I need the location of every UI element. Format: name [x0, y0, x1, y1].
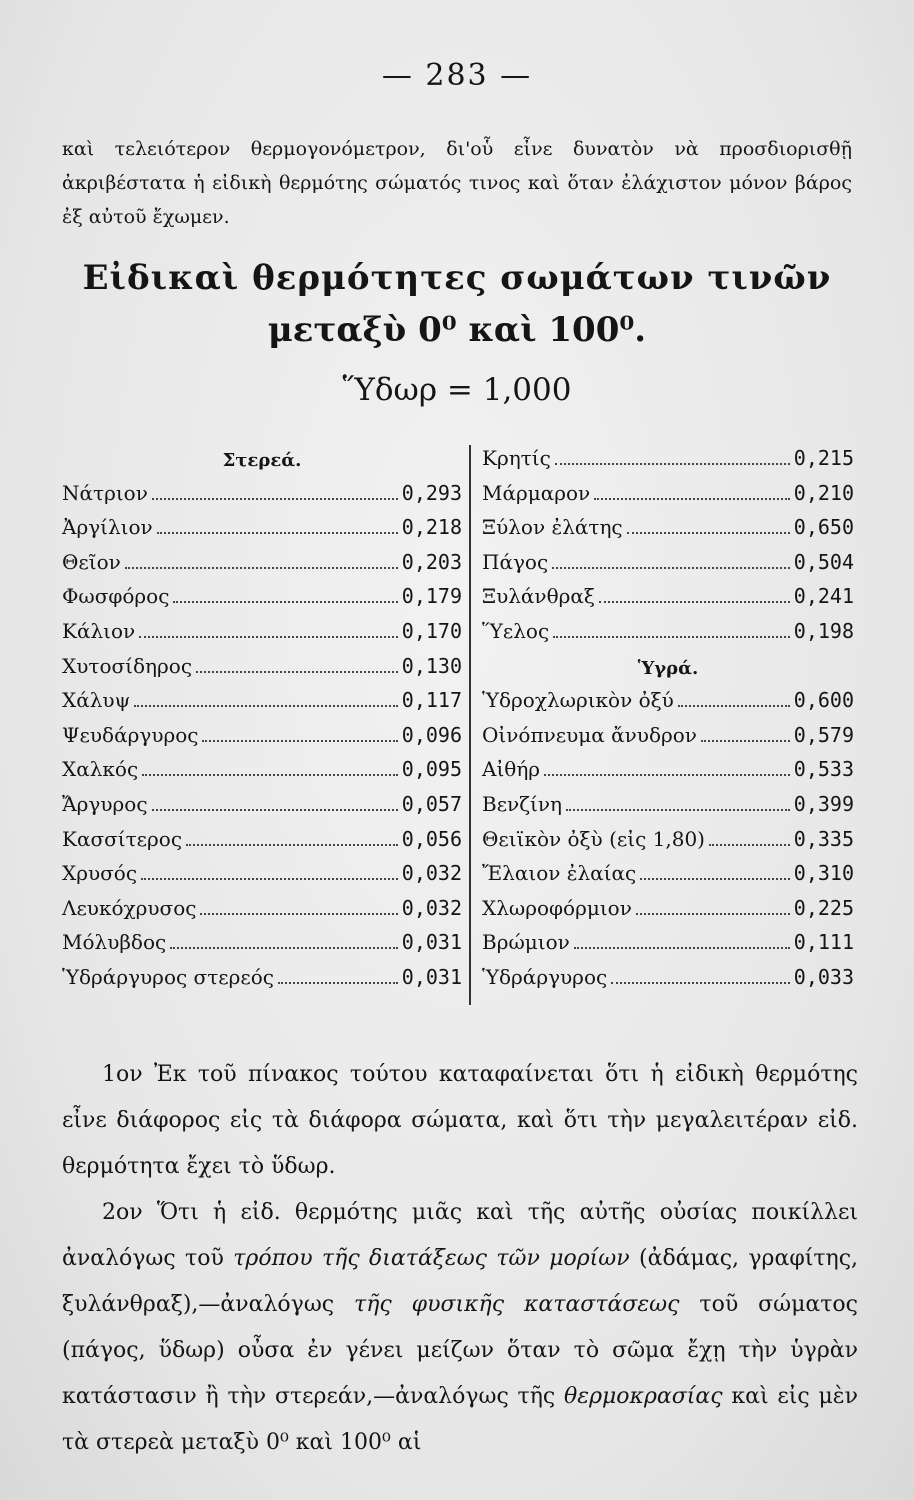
paragraph-2 [62, 1190, 858, 1466]
paragraph-2-text-a: 2ον Ὅτι ἡ εἰδ. θερμότης μιᾶς καὶ τῆς αὐτῆς οὐσίας ποικίλλει ἀναλόγως τοῦ [62, 1200, 858, 1271]
dot-leader [594, 498, 790, 500]
table-row [62, 792, 462, 827]
specific-heat-value: 0,033 [793, 964, 854, 989]
substance-name: Ὕελος [482, 618, 550, 643]
table-row [482, 757, 854, 792]
specific-heat-value: 0,310 [793, 861, 854, 886]
substance-name: Θεῖον [62, 549, 121, 574]
table-row [482, 723, 854, 758]
solids-heading: Στερεά. [222, 450, 302, 471]
table-row [62, 723, 462, 758]
table-subtitle: μεταξὺ 0⁰ καὶ 100⁰. [267, 310, 647, 350]
specific-heat-value: 0,225 [793, 895, 854, 920]
dot-leader [544, 774, 790, 776]
specific-heat-value: 0,031 [401, 930, 462, 955]
substance-name: Ἀργίλιον [62, 515, 153, 540]
paragraph-2-text-c: τοῦ σώματος (πάγος, ὕδωρ) οὖσα ἐν γένει μείζων ὅταν τὸ σῶμα ἔχῃ τὴν ὑγρὰν κατάστασιν ἢ τὴν στερεάν,—ἀναλόγως τῆς [62, 1292, 859, 1409]
dot-leader [701, 740, 790, 742]
substance-name: Ὑδράργυρος στερεός [62, 964, 274, 989]
dot-leader [152, 809, 398, 811]
substance-name: Φωσφόρος [62, 584, 170, 609]
table-row [62, 481, 462, 516]
dot-leader [134, 705, 398, 707]
dot-leader [553, 636, 790, 638]
dot-leader [125, 567, 398, 569]
table-row [62, 550, 462, 585]
table-row [62, 515, 462, 550]
dot-leader [142, 774, 398, 776]
dot-leader [566, 809, 790, 811]
substance-name: Χλωροφόρμιον [482, 895, 632, 920]
table-row [482, 515, 854, 550]
specific-heat-value: 0,210 [793, 480, 854, 505]
table-row [62, 688, 462, 723]
substance-name: Ξυλάνθραξ [482, 584, 595, 609]
specific-heat-value: 0,198 [793, 618, 854, 643]
table-row [482, 827, 854, 862]
table-row [62, 861, 462, 896]
specific-heat-value: 0,600 [793, 688, 854, 713]
specific-heat-value: 0,057 [401, 791, 462, 816]
dot-leader [709, 844, 790, 846]
specific-heat-value: 0,533 [793, 757, 854, 782]
substance-name: Ψευδάργυρος [62, 722, 199, 747]
dot-leader [152, 498, 398, 500]
substance-name: Κάλιον [62, 618, 136, 643]
dot-leader [599, 601, 790, 603]
specific-heat-value: 0,117 [401, 688, 462, 713]
liquids-heading: Ὑγρά. [637, 657, 699, 679]
table-row [62, 930, 462, 965]
dot-leader [173, 601, 397, 603]
specific-heat-value: 0,579 [793, 722, 854, 747]
specific-heat-value: 0,032 [401, 895, 462, 920]
substance-name: Ξύλον ἐλάτης [482, 515, 623, 540]
table-row [62, 896, 462, 931]
specific-heat-value: 0,130 [401, 653, 462, 678]
specific-heat-value: 0,650 [793, 515, 854, 540]
specific-heat-value: 0,215 [793, 446, 854, 470]
intro-paragraph: καὶ τελειότερον θερμογονόμετρον, δι'οὗ εἶνε δυνατὸν νὰ προσδιορισθῇ ἀκριβέστατα ἡ εἰδικὴ θερμότης σώματός τινος καὶ ὅταν ἐλάχιστον μόνον βάρος ἐξ αὐτοῦ ἔχωμεν. [62, 138, 852, 228]
body-text [62, 1052, 858, 1466]
substance-name: Αἰθήρ [482, 757, 541, 782]
substance-name: Ὑδροχλωρικὸν ὀξύ [482, 688, 674, 713]
substance-name: Χάλυψ [62, 688, 131, 713]
substance-name: Χρυσός [62, 861, 138, 886]
solids-liquids-table-right [482, 446, 854, 1000]
dot-leader [200, 913, 397, 915]
dot-leader [157, 532, 398, 534]
substance-name: Βενζίνη [482, 791, 563, 816]
dot-leader [636, 913, 790, 915]
table-row [482, 550, 854, 585]
substance-name: Οἰνόπνευμα ἄνυδρον [482, 722, 697, 747]
substance-name: Ὑδράργυρος [482, 964, 608, 989]
specific-heat-value: 0,335 [793, 826, 854, 851]
specific-heat-value: 0,179 [401, 584, 462, 609]
paragraph-2-italic-1: τρόπου τῆς διατάξεως τῶν μορίων [233, 1246, 630, 1271]
substance-name: Μάρμαρον [482, 480, 591, 505]
specific-heat-value: 0,293 [401, 480, 462, 505]
specific-heat-value: 0,031 [401, 964, 462, 989]
substance-name: Νάτριον [62, 480, 148, 505]
table-row [482, 896, 854, 931]
substance-name: Κρητίς [482, 446, 551, 470]
paragraph-2-italic-3: θερμοκρασίας [564, 1384, 723, 1409]
table-row [482, 619, 854, 654]
solids-table-left [62, 446, 462, 1000]
specific-heat-value: 0,203 [401, 549, 462, 574]
column-divider [469, 445, 471, 1005]
substance-name: Θειϊκὸν ὀξὺ (εἰς 1,80) [482, 826, 705, 851]
dot-leader [555, 463, 790, 465]
dot-leader [186, 844, 398, 846]
table-row [482, 584, 854, 619]
specific-heat-value: 0,504 [793, 549, 854, 574]
dot-leader [552, 567, 790, 569]
water-reference: Ὕδωρ = 1,000 [342, 372, 572, 408]
specific-heat-value: 0,241 [793, 584, 854, 609]
table-row [482, 792, 854, 827]
dot-leader [278, 982, 398, 984]
page-number: — 283 — [381, 58, 533, 93]
specific-heat-value: 0,095 [401, 757, 462, 782]
paragraph-1: 1ον Ἐκ τοῦ πίνακος τούτου καταφαίνεται ὅτι ἡ εἰδικὴ θερμότης εἶνε διάφορος εἰς τὰ διάφορα σώματα, καὶ ὅτι τὴν μεγαλειτέραν εἰδ. θερμότητα ἔχει τὸ ὕδωρ. [62, 1062, 858, 1179]
table-row [62, 827, 462, 862]
specific-heat-value: 0,399 [793, 791, 854, 816]
substance-name: Ἄργυρος [62, 791, 148, 816]
table-title: Εἰδικαὶ θερμότητες σωμάτων τινῶν [82, 258, 832, 298]
dot-leader [640, 878, 790, 880]
table-row [62, 757, 462, 792]
specific-heat-value: 0,032 [401, 861, 462, 886]
paragraph-2-text-b: (ἀδάμας, γραφίτης, ξυλάνθραξ),—ἀναλόγως [62, 1246, 859, 1317]
dot-leader [196, 671, 398, 673]
table-row [482, 930, 854, 965]
table-row [482, 446, 854, 481]
table-row [482, 481, 854, 516]
dot-leader [574, 947, 790, 949]
substance-name: Ἔλαιον ἐλαίας [482, 861, 637, 886]
specific-heat-value: 0,218 [401, 515, 462, 540]
specific-heat-value: 0,111 [793, 930, 854, 955]
substance-name: Χαλκός [62, 757, 139, 782]
specific-heat-value: 0,096 [401, 722, 462, 747]
substance-name: Μόλυβδος [62, 930, 167, 955]
paragraph-2-italic-2: τῆς φυσικῆς καταστάσεως [354, 1292, 680, 1317]
table-row [482, 965, 854, 1000]
dot-leader [139, 636, 398, 638]
specific-heat-value: 0,170 [401, 618, 462, 643]
substance-name: Κασσίτερος [62, 826, 183, 851]
dot-leader [611, 982, 790, 984]
dot-leader [678, 705, 790, 707]
table-row [62, 965, 462, 1000]
table-row [482, 688, 854, 723]
substance-name: Βρώμιον [482, 930, 570, 955]
dot-leader [627, 532, 790, 534]
dot-leader [170, 947, 398, 949]
dot-leader [202, 740, 397, 742]
table-row [62, 584, 462, 619]
table-row [62, 654, 462, 689]
substance-name: Πάγος [482, 549, 549, 574]
paragraph-2-text-d: καὶ εἰς μὲν τὰ στερεὰ μεταξὺ 0⁰ καὶ 100⁰ αἱ [62, 1384, 858, 1455]
specific-heat-value: 0,056 [401, 826, 462, 851]
table-row [482, 861, 854, 896]
substance-name: Λευκόχρυσος [62, 895, 197, 920]
dot-leader [141, 878, 398, 880]
substance-name: Χυτοσίδηρος [62, 653, 193, 678]
table-row [62, 619, 462, 654]
